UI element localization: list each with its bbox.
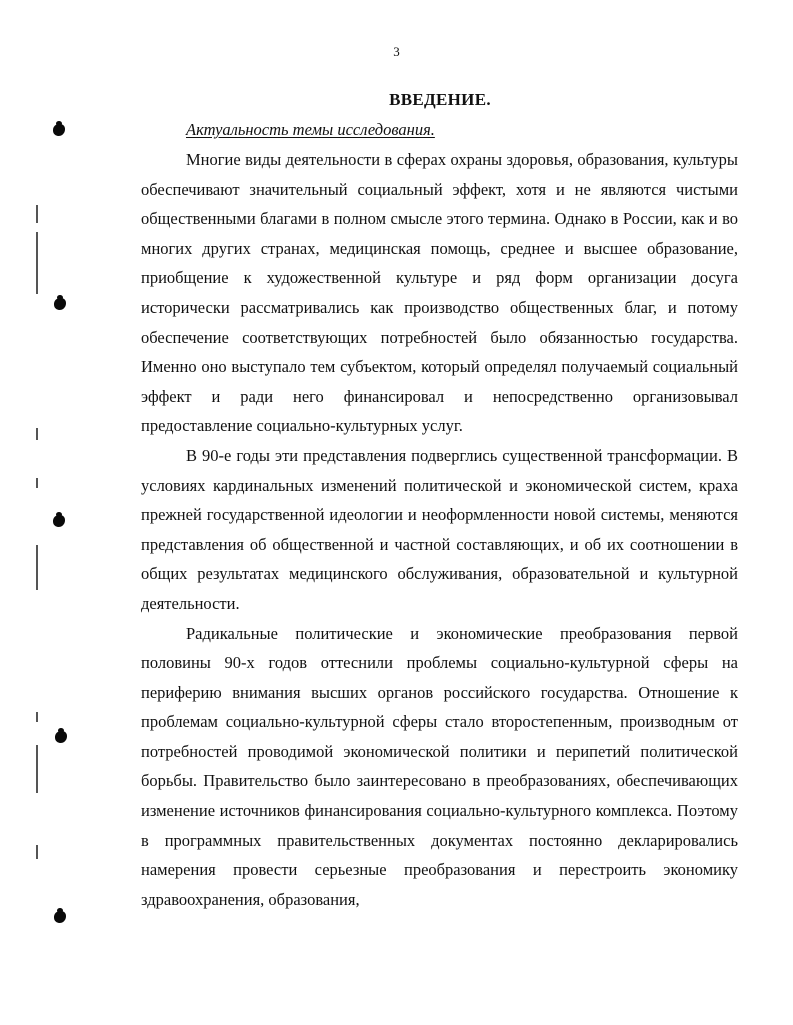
margin-mark <box>36 545 38 590</box>
page-number: 3 <box>393 44 400 59</box>
paragraph-2: В 90-е годы эти представления подверглись существенной трансформации. В условиях кардинальных изменений политической и экономической систем, краха прежней государственной идеологии и неоформленности новой системы, меняются представления об общественной и частной составляющих, и об их соотношении в общих результатах медицинского обслуживания, образовательной и культурной деятельности. <box>141 445 738 613</box>
punch-hole-icon <box>53 124 65 136</box>
margin-mark <box>36 478 38 488</box>
section-subtitle: Актуальность темы исследования. <box>186 120 435 139</box>
paragraph-1: Многие виды деятельности в сферах охраны здоровья, образования, культуры обеспечивают значительный социальный эффект, хотя и не являются чистыми общественными благами в полном смысле этого термина. Однако в России, как и во многих других странах, медицинская помощь, среднее и высшее образование, приобщение к художественной культуре и ряд форм организации досуга исторически рассматривались как производство общественных благ, и потому обеспечение соответствующих потребностей было обязанностью государства. Именно оно выступало тем субъектом, который определял получаемый социальный эффект и ради него финансировал и непосредственно организовывал предоставление социально-культурных услуг. <box>141 150 738 436</box>
punch-hole-icon <box>54 298 66 310</box>
margin-mark <box>36 845 38 859</box>
margin-mark <box>36 712 38 722</box>
page-title: ВВЕДЕНИЕ. <box>389 90 491 109</box>
margin-mark <box>36 428 38 440</box>
margin-mark <box>36 232 38 294</box>
paragraph-3: Радикальные политические и экономические преобразования первой половины 90-х годов оттеснили проблемы социально-культурной сферы на периферию внимания высших органов российского государства. Отношение к проблемам социально-культурной сферы стало второстепенным, производным от потребностей проводимой экономической политики и перипетий политической борьбы. Правительство было заинтересовано в преобразованиях, обеспечивающих изменение источников финансирования социально-культурного комплекса. Поэтому в программных правительственных документах постоянно декларировались намерения провести серьезные преобразования и перестроить экономику здравоохранения, образования, <box>141 623 738 909</box>
punch-hole-icon <box>55 731 67 743</box>
margin-mark <box>36 745 38 793</box>
punch-hole-icon <box>53 515 65 527</box>
punch-hole-icon <box>54 911 66 923</box>
body-text <box>141 145 738 914</box>
margin-mark <box>36 205 38 223</box>
